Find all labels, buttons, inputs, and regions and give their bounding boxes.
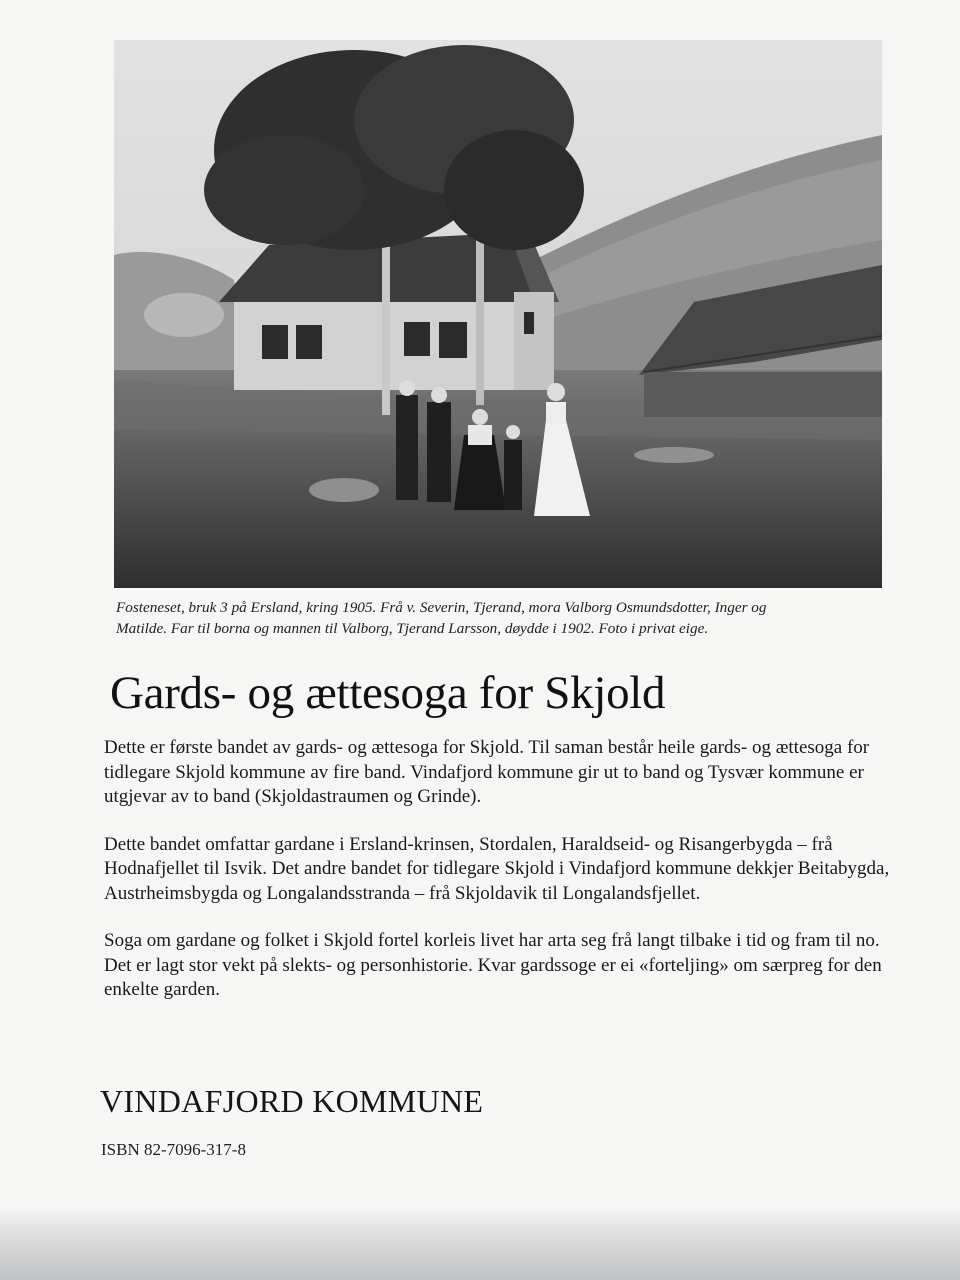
caption-line: Matilde. Far til borna og mannen til Valborg, Tjerand Larsson, døydde i 1902. Foto i privat eige. bbox=[116, 620, 709, 637]
cover-bottom-edge bbox=[0, 1210, 960, 1280]
historic-farm-photograph bbox=[114, 40, 882, 588]
description-paragraph: Dette er første bandet av gards- og ættesoga for Skjold. Til saman består heile gards- og ættesoga for tidlegare Skjold kommune av fire band. Vindafjord kommune gir ut to band og Tysvær kommune er utgjevar av to band (Skjoldastraumen og Grinde). bbox=[104, 737, 870, 807]
description-text bbox=[104, 736, 894, 1026]
photo-caption bbox=[116, 597, 886, 639]
publisher-name: VINDAFJORD KOMMUNE bbox=[100, 1083, 484, 1119]
description-paragraph: Dette bandet omfattar gardane i Ersland-krinsen, Stordalen, Haraldseid- og Risangerbygda – frå Hodnafjellet til Isvik. Det andre bandet for tidlegare Skjold i Vindafjord kommune dekkjer Beitabygda, Austrheimsbygda og Longalandsstranda – frå Skjoldavik til Longalandsfjellet. bbox=[104, 833, 890, 904]
description-paragraph: Soga om gardane og folket i Skjold fortel korleis livet har arta seg frå langt tilbake i tid og fram til no. Det er lagt stor vekt på slekts- og personhistorie. Kvar gardssoge er ei «forteljing» om særpreg for den enkelte garden. bbox=[104, 930, 882, 1000]
isbn-number: ISBN 82-7096-317-8 bbox=[101, 1140, 246, 1159]
book-title: Gards- og ættesoga for Skjold bbox=[110, 667, 666, 719]
caption-line: Fosteneset, bruk 3 på Ersland, kring 1905. Frå v. Severin, Tjerand, mora Valborg Osmundsdotter, Inger og bbox=[116, 599, 767, 616]
